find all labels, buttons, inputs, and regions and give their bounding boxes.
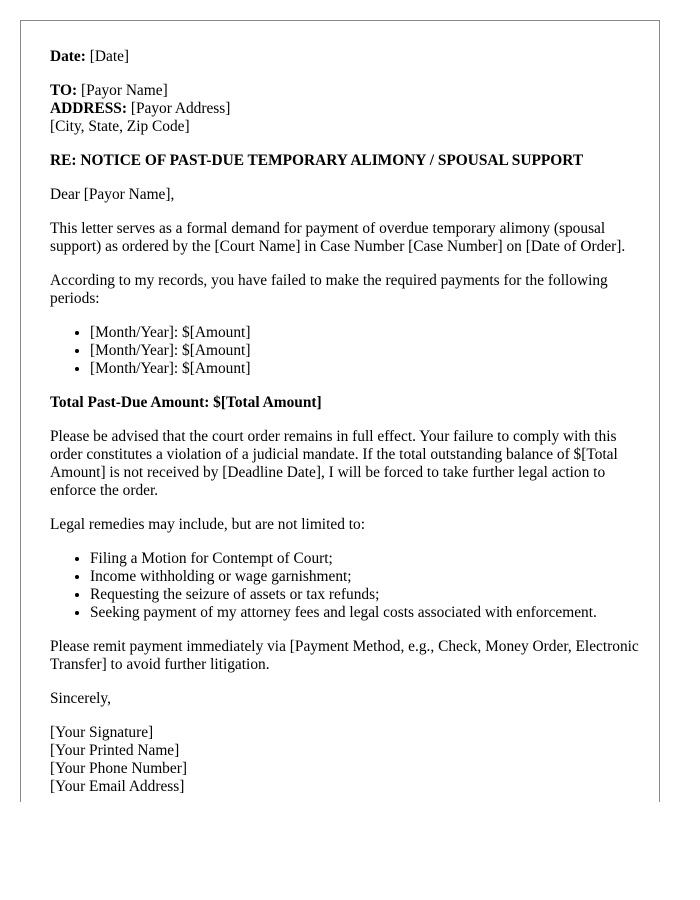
- paragraph-remedies-intro: Legal remedies may include, but are not limited to:: [50, 516, 365, 533]
- missed-payments-list: [50, 324, 640, 378]
- list-item: • [Month/Year]: $[Amount]: [90, 360, 640, 378]
- date-label: Date:: [50, 48, 86, 65]
- list-item: • [Month/Year]: $[Amount]: [90, 324, 640, 342]
- to-label: TO:: [50, 82, 78, 99]
- email-line: [Your Email Address]: [50, 778, 185, 795]
- re-heading: RE: NOTICE OF PAST-DUE TEMPORARY ALIMONY / SPOUSAL SUPPORT: [50, 152, 584, 169]
- recipient-block: [50, 82, 640, 136]
- list-item: • Income withholding or wage garnishment;: [90, 568, 640, 586]
- letter-body: [50, 48, 640, 796]
- printed-name-line: [Your Printed Name]: [50, 742, 180, 759]
- signature-line: [Your Signature]: [50, 724, 154, 741]
- phone-line: [Your Phone Number]: [50, 760, 187, 777]
- city-line: [City, State, Zip Code]: [50, 118, 190, 135]
- paragraph-remit: Please remit payment immediately via [Payment Method, e.g., Check, Money Order, Electronic Transfer] to avoid further litigation.: [50, 638, 639, 673]
- to-line: [50, 82, 640, 100]
- list-item: • Requesting the seizure of assets or tax refunds;: [90, 586, 640, 604]
- date-line: [50, 48, 640, 66]
- paragraph-records: According to my records, you have failed to make the required payments for the following periods:: [50, 272, 608, 307]
- paragraph-demand: This letter serves as a formal demand for payment of overdue temporary alimony (spousal support) as ordered by the [Court Name] in Case Number [Case Number] on [Date of Order].: [50, 220, 626, 255]
- address-label: ADDRESS:: [50, 100, 127, 117]
- remedies-list: [50, 550, 640, 622]
- salutation: Dear [Payor Name],: [50, 186, 175, 203]
- paragraph-advisory: Please be advised that the court order remains in full effect. Your failure to comply with this order constitutes a violation of a judicial mandate. If the total outstanding balance of $[Total Amount] is not received by [Deadline Date], I will be forced to take further legal action to enforce the order.: [50, 428, 618, 499]
- list-item: • Seeking payment of my attorney fees and legal costs associated with enforcement.: [90, 604, 640, 622]
- date-value: [Date]: [85, 48, 130, 65]
- list-item: • [Month/Year]: $[Amount]: [90, 342, 640, 360]
- address-line: [50, 100, 640, 118]
- to-value: [Payor Name]: [77, 82, 168, 99]
- address-value: [Payor Address]: [126, 100, 231, 117]
- letter-page: [20, 20, 660, 802]
- closing: Sincerely,: [50, 690, 111, 707]
- total-past-due: Total Past-Due Amount: $[Total Amount]: [50, 394, 322, 411]
- list-item: • Filing a Motion for Contempt of Court;: [90, 550, 640, 568]
- signature-block: [50, 724, 640, 796]
